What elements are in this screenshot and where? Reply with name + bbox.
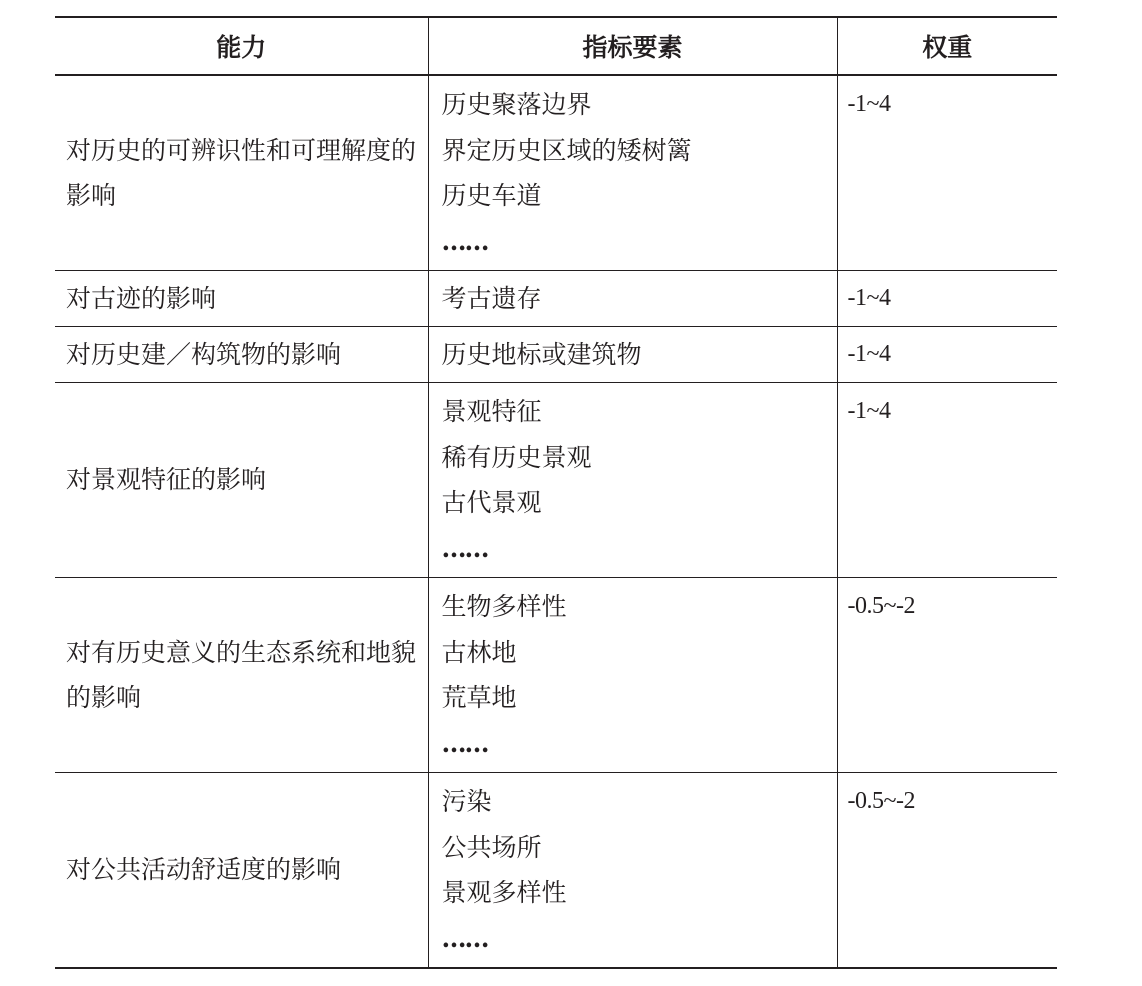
element-item: 景观多样性 xyxy=(441,878,567,907)
element-item: 古代景观 xyxy=(441,488,542,517)
table-header-row xyxy=(55,17,1057,75)
table-row xyxy=(55,327,1057,383)
element-item: 界定历史区域的矮树篱 xyxy=(441,135,692,165)
element-item: 荒草地 xyxy=(441,683,517,712)
ability-text: 对古迹的影响 xyxy=(66,283,217,313)
element-item: 景观特征 xyxy=(441,397,542,426)
ability-cell xyxy=(55,578,428,773)
ability-text: 对历史的可辨识性和可理解度的影响 xyxy=(66,135,417,210)
weight-cell: -0.5~-2 xyxy=(837,773,1057,969)
element-item: 稀有历史景观 xyxy=(441,442,592,472)
table-row xyxy=(55,75,1057,271)
element-ellipsis: …… xyxy=(441,226,488,256)
table-row xyxy=(55,578,1057,773)
element-item: 污染 xyxy=(441,787,492,816)
table-row xyxy=(55,271,1057,327)
element-item: 生物多样性 xyxy=(441,592,567,621)
weight-cell: -1~4 xyxy=(837,327,1057,383)
assessment-table xyxy=(55,16,1057,969)
ability-cell xyxy=(55,327,428,383)
element-item: 公共场所 xyxy=(441,832,542,862)
element-item: 历史车道 xyxy=(441,181,542,210)
elements-cell xyxy=(428,271,837,327)
element-item: 古林地 xyxy=(441,637,517,667)
ability-text: 对公共活动舒适度的影响 xyxy=(66,855,342,885)
weight-cell: -1~4 xyxy=(837,75,1057,271)
ability-cell xyxy=(55,383,428,578)
ability-cell xyxy=(55,773,428,969)
ability-text: 对景观特征的影响 xyxy=(66,465,267,495)
weight-cell: -0.5~-2 xyxy=(837,578,1057,773)
element-ellipsis: …… xyxy=(441,923,488,953)
ability-cell xyxy=(55,271,428,327)
table-row xyxy=(55,383,1057,578)
elements-cell xyxy=(428,578,837,773)
ability-text: 对历史建／构筑物的影响 xyxy=(66,340,342,369)
ability-text: 对有历史意义的生态系统和地貌的影响 xyxy=(66,637,417,712)
elements-cell xyxy=(428,327,837,383)
weight-cell: -1~4 xyxy=(837,383,1057,578)
assessment-table-container xyxy=(55,16,1057,969)
header-ability: 能力 xyxy=(55,17,428,75)
table-row xyxy=(55,773,1057,969)
elements-cell xyxy=(428,383,837,578)
ability-cell xyxy=(55,75,428,271)
element-ellipsis: …… xyxy=(441,728,488,758)
element-item: 考古遗存 xyxy=(441,284,542,313)
header-weight: 权重 xyxy=(837,17,1057,75)
header-elements: 指标要素 xyxy=(428,17,837,75)
element-ellipsis: …… xyxy=(441,533,488,563)
elements-cell xyxy=(428,773,837,969)
weight-cell: -1~4 xyxy=(837,271,1057,327)
element-item: 历史聚落边界 xyxy=(441,90,592,119)
elements-cell xyxy=(428,75,837,271)
element-item: 历史地标或建筑物 xyxy=(441,340,642,369)
